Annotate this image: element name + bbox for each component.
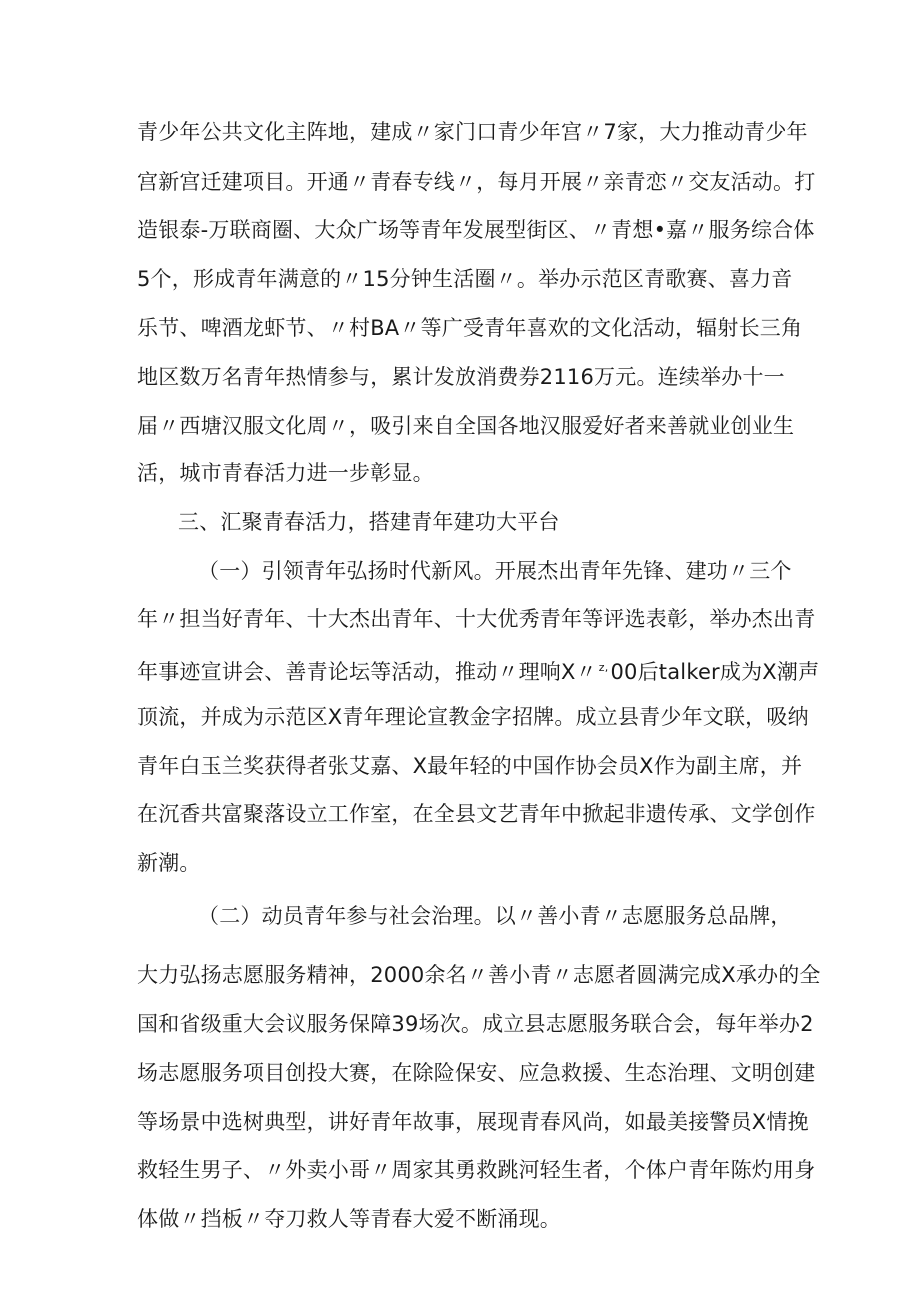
paragraph1-line-8: 活，城市青春活力进一步彰显。 (137, 461, 434, 485)
paragraph2-line-2: 年〃担当好青年、十大杰出青年、十大优秀青年等评选表彰，举办杰出青 (137, 607, 816, 631)
paragraph1-line-3: 造银泰-万联商圈、大众广场等青年发展型街区、〃青想•嘉〃服务综合体 (137, 218, 815, 242)
paragraph2-line-3 (137, 654, 819, 686)
paragraph2-line-3-tail: 00后talker成为X潮声 (610, 660, 820, 684)
paragraph1-line-4: 5个，形成青年满意的〃15分钟生活圈〃。举办示范区青歌赛、喜力音 (137, 267, 793, 291)
paragraph2-line-1: （一）引领青年弘扬时代新风。开展杰出青年先锋、建功〃三个 (198, 559, 792, 583)
paragraph3-line-4: 场志愿服务项目创投大赛，在除险保安、应急救援、生态治理、文明创建 (137, 1061, 816, 1085)
paragraph3-line-6: 救轻生男子、〃外卖小哥〃周家其勇救跳河轻生者，个体户青年陈灼用身 (137, 1158, 816, 1182)
paragraph3-line-3: 国和省级重大会议服务保障39场次。成立县志愿服务联合会，每年举办2 (137, 1012, 814, 1036)
paragraph2-line-6: 在沉香共富聚落设立工作室，在全县文艺青年中掀起非遗传承、文学创作 (137, 802, 816, 826)
paragraph3-line-5: 等场景中选树典型，讲好青年故事，展现青春风尚，如最美接警员X情挽 (137, 1110, 809, 1134)
paragraph2-line-3-text: 年事迹宣讲会、善青论坛等活动，推动〃理响X〃 (137, 660, 597, 684)
section3-heading: 三、汇聚青春活力，搭建青年建功大平台 (178, 510, 560, 534)
paragraph1-line-2: 宫新宫迁建项目。开通〃青春专线〃，每月开展〃亲青恋〃交友活动。打 (137, 170, 816, 194)
paragraph1-line-6: 地区数万名青年热情参与，累计发放消费券2116万元。连续举办十一 (137, 365, 785, 389)
paragraph2-line-4: 顶流，并成为示范区X青年理论宣教金字招牌。成立县青少年文联，吸纳 (137, 705, 809, 729)
paragraph3-line-1: （二）动员青年参与社会治理。以〃善小青〃志愿服务总品牌， (198, 904, 792, 928)
paragraph1-line-1: 青少年公共文化主阵地，建成〃家门口青少年宫〃7家，大力推动青少年 (137, 120, 808, 144)
paragraph2-line-5: 青年白玉兰奖获得者张艾嘉、X最年轻的中国作协会员X作为副主席，并 (137, 754, 803, 778)
paragraph3-line-2: 大力弘扬志愿服务精神，2000余名〃善小青〃志愿者圆满完成X承办的全 (137, 963, 821, 987)
paragraph2-line-7: 新潮。 (137, 851, 201, 875)
paragraph3-line-7: 体做〃挡板〃夺刀救人等青春大爱不断涌现。 (137, 1207, 561, 1231)
paragraph1-line-7: 届〃西塘汉服文化周〃，吸引来自全国各地汉服爱好者来善就业创业生 (137, 414, 795, 438)
paragraph2-superscript: z, (598, 661, 609, 674)
paragraph1-line-5: 乐节、啤酒龙虾节、〃村BA〃等广受青年喜欢的文化活动，辐射长三角 (137, 316, 803, 340)
